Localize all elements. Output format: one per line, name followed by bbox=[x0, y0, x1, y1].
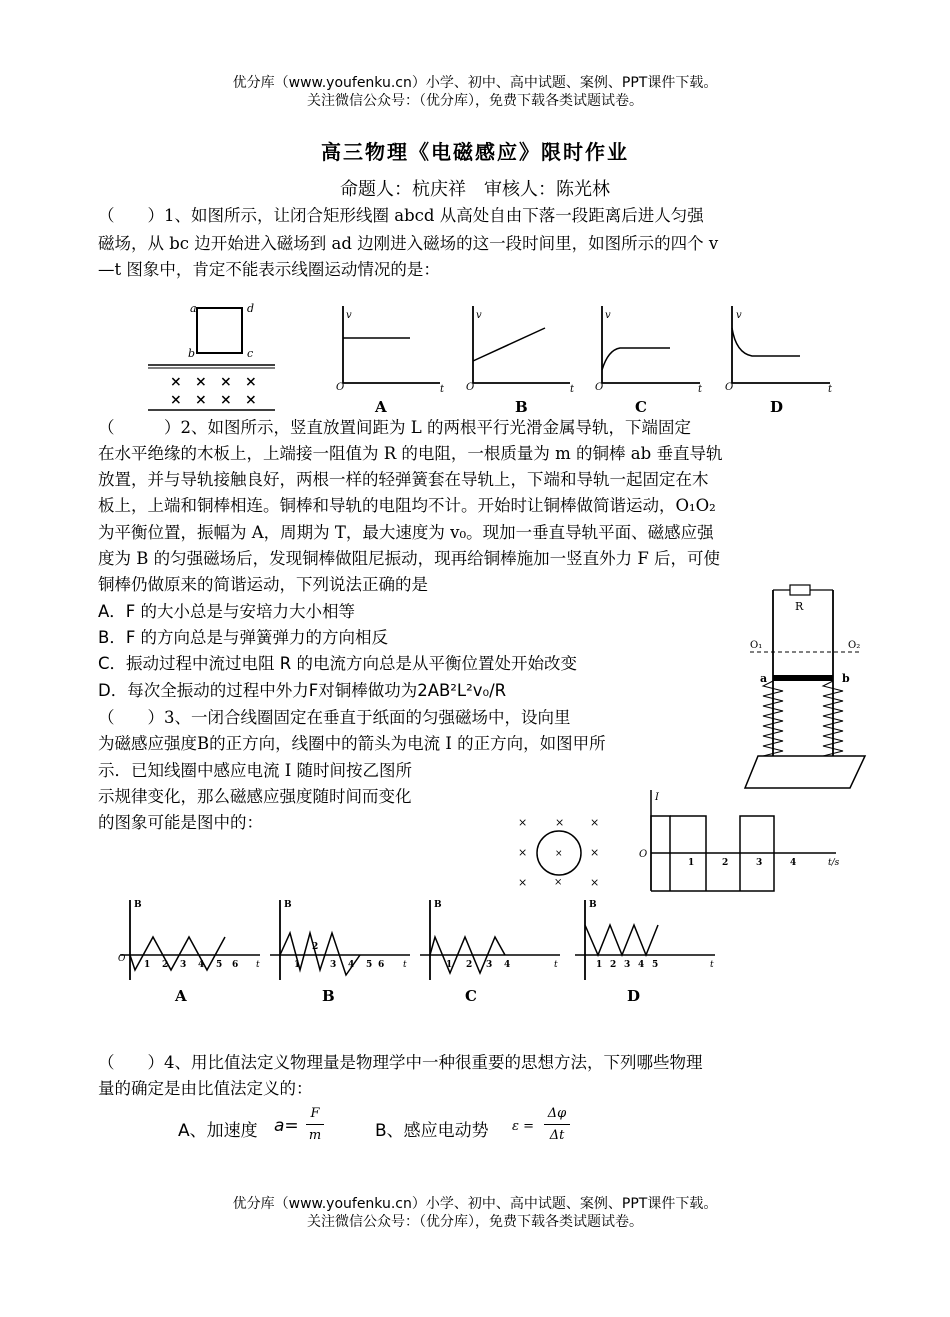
q1-line3: —t 图象中，肯定不能表示线圈运动情况的是： bbox=[98, 260, 440, 279]
vt-graph-a bbox=[336, 306, 445, 416]
q2-line6: 度为 B 的匀强磁场后，发现铜棒做阻尼振动，现再给铜棒施加一竖直外力 F 后，可使 bbox=[98, 549, 721, 568]
svg-text:1: 1 bbox=[688, 858, 695, 868]
svg-text:B: B bbox=[322, 987, 335, 1005]
svg-text:3: 3 bbox=[624, 960, 631, 970]
svg-text:×: × bbox=[590, 816, 600, 829]
q2-option-a: A．F 的大小总是与安培力大小相等 bbox=[98, 602, 356, 621]
svg-text:2: 2 bbox=[312, 942, 319, 952]
resistor bbox=[790, 585, 810, 595]
wood-board bbox=[745, 756, 865, 788]
svg-text:4: 4 bbox=[504, 960, 511, 970]
svg-text:C: C bbox=[635, 398, 647, 416]
svg-text:v: v bbox=[605, 310, 611, 321]
svg-text:O: O bbox=[639, 849, 648, 860]
svg-text:B: B bbox=[284, 900, 292, 910]
svg-text:B: B bbox=[134, 900, 142, 910]
svg-text:t: t bbox=[710, 960, 714, 970]
svg-text:2: 2 bbox=[162, 960, 169, 970]
q3-line3: 示．已知线圈中感应电流 I 随时间按乙图所 bbox=[98, 761, 413, 780]
svg-text:O: O bbox=[118, 954, 126, 964]
b-graph-a bbox=[118, 900, 260, 1005]
q3-current-graph bbox=[636, 785, 851, 897]
vt-graph-b bbox=[466, 306, 575, 416]
svg-text:×: × bbox=[590, 846, 600, 859]
svg-text:D: D bbox=[770, 398, 784, 416]
svg-text:×: × bbox=[518, 816, 528, 829]
svg-text:×: × bbox=[554, 877, 563, 888]
vt-graph-c bbox=[595, 306, 703, 416]
svg-text:1: 1 bbox=[446, 960, 453, 970]
svg-text:b: b bbox=[842, 672, 850, 685]
q2-line4: 板上，上端和铜棒相连。铜棒和导轨的电阻均不计。开始时让铜棒做简谐运动，O₁O₂ bbox=[98, 496, 716, 515]
svg-text:×: × bbox=[518, 876, 528, 889]
svg-text:6: 6 bbox=[232, 960, 239, 970]
q1-line2: 磁场，从 bc 边开始进入磁场到 ad 边刚进入磁场的这一段时间里，如图所示的四个 v bbox=[98, 234, 719, 253]
svg-text:I: I bbox=[655, 792, 659, 803]
svg-text:v: v bbox=[346, 310, 352, 321]
svg-text:O: O bbox=[466, 382, 475, 393]
q3-line1: （ ）3、一闭合线圈固定在垂直于纸面的匀强磁场中，设向里 bbox=[98, 708, 571, 727]
svg-text:×: × bbox=[220, 374, 232, 390]
svg-text:4: 4 bbox=[790, 858, 797, 868]
b-graph-b bbox=[270, 900, 410, 1005]
q2-option-d: D．每次全振动的过程中外力F对铜棒做功为2AB²L²v₀/R bbox=[98, 681, 507, 700]
svg-text:×: × bbox=[245, 374, 257, 390]
svg-text:O: O bbox=[336, 382, 345, 393]
svg-text:1: 1 bbox=[294, 960, 301, 970]
svg-text:×: × bbox=[590, 876, 600, 889]
b-graph-d bbox=[575, 900, 715, 1005]
vt-graph-d bbox=[725, 306, 833, 416]
q1-line1: （ ）1、如图所示，让闭合矩形线圈 abcd 从高处自由下落一段距离后进人匀强 bbox=[98, 206, 704, 225]
svg-text:t: t bbox=[828, 384, 833, 395]
svg-text:A: A bbox=[175, 987, 187, 1005]
svg-text:R: R bbox=[795, 600, 804, 613]
coil-rect bbox=[197, 308, 242, 353]
svg-text:O₁: O₁ bbox=[750, 640, 763, 651]
authors-line: 命题人：杭庆祥 审核人：陈光林 bbox=[340, 179, 610, 200]
q2-option-b: B．F 的方向总是与弹簧弹力的方向相反 bbox=[98, 628, 389, 647]
svg-text:5: 5 bbox=[366, 960, 373, 970]
q3-line5: 的图象可能是图中的： bbox=[98, 813, 263, 832]
svg-text:×: × bbox=[555, 816, 565, 829]
svg-text:3: 3 bbox=[756, 858, 763, 868]
svg-text:O₂: O₂ bbox=[848, 640, 861, 651]
svg-text:t: t bbox=[570, 384, 575, 395]
q3-b-graphs bbox=[110, 895, 730, 1007]
field-crosses bbox=[170, 374, 257, 408]
svg-text:d: d bbox=[247, 302, 255, 315]
svg-text:O: O bbox=[595, 382, 604, 393]
svg-text:v: v bbox=[476, 310, 482, 321]
svg-text:×: × bbox=[170, 374, 182, 390]
page-title: 高三物理《电磁感应》限时作业 bbox=[321, 140, 629, 164]
page-footer-line1: 优分库（www.youfenku.cn）小学、初中、高中试题、案例、PPT课件下载。 bbox=[232, 1196, 718, 1212]
svg-text:×: × bbox=[555, 849, 563, 859]
svg-text:O: O bbox=[725, 382, 734, 393]
q2-rail-figure bbox=[740, 580, 870, 795]
svg-text:2: 2 bbox=[722, 858, 729, 868]
svg-text:a: a bbox=[760, 672, 768, 685]
svg-text:×: × bbox=[195, 392, 207, 408]
q2-line7: 铜棒仍做原来的简谐运动，下列说法正确的是 bbox=[98, 575, 428, 594]
svg-text:t: t bbox=[554, 960, 558, 970]
svg-text:5: 5 bbox=[652, 960, 659, 970]
svg-text:D: D bbox=[627, 987, 641, 1005]
q2-line5: 为平衡位置，振幅为 A，周期为 T，最大速度为 v₀。现加一垂直导轨平面、磁感应强 bbox=[98, 523, 714, 542]
svg-text:b: b bbox=[188, 347, 196, 360]
svg-text:C: C bbox=[465, 987, 477, 1005]
svg-text:1: 1 bbox=[144, 960, 151, 970]
q2-line1: （ ）2、如图所示，竖直放置间距为 L 的两根平行光滑金属导轨，下端固定 bbox=[98, 418, 691, 437]
svg-text:×: × bbox=[170, 392, 182, 408]
svg-text:4: 4 bbox=[638, 960, 645, 970]
q3-line2: 为磁感应强度B的正方向，线圈中的箭头为电流 I 的正方向，如图甲所 bbox=[98, 734, 606, 753]
svg-text:×: × bbox=[195, 374, 207, 390]
svg-text:A: A bbox=[375, 398, 387, 416]
svg-text:B: B bbox=[434, 900, 442, 910]
q1-figure bbox=[140, 298, 860, 422]
svg-text:×: × bbox=[220, 392, 232, 408]
svg-text:5: 5 bbox=[216, 960, 223, 970]
svg-text:4: 4 bbox=[198, 960, 205, 970]
q2-line2: 在水平绝缘的木板上，上端接一阻值为 R 的电阻，一根质量为 m 的铜棒 ab 垂直导轨 bbox=[98, 444, 723, 463]
copper-rod bbox=[773, 675, 833, 681]
page-footer-line2: 关注微信公众号：（优分库），免费下载各类试题试卷。 bbox=[307, 1214, 643, 1230]
svg-text:2: 2 bbox=[610, 960, 617, 970]
svg-text:t: t bbox=[403, 960, 407, 970]
svg-text:B: B bbox=[515, 398, 528, 416]
svg-text:2: 2 bbox=[466, 960, 473, 970]
svg-text:v: v bbox=[736, 310, 742, 321]
svg-text:t: t bbox=[256, 960, 260, 970]
svg-text:4: 4 bbox=[348, 960, 355, 970]
b-graph-c bbox=[420, 900, 560, 1005]
q2-option-c: C．振动过程中流过电阻 R 的电流方向总是从平衡位置处开始改变 bbox=[98, 654, 577, 673]
svg-text:c: c bbox=[247, 347, 254, 360]
svg-text:×: × bbox=[518, 846, 528, 859]
svg-text:t: t bbox=[440, 384, 445, 395]
q3-coil-figure bbox=[510, 808, 605, 893]
page-header-line2: 关注微信公众号：（优分库），免费下载各类试题试卷。 bbox=[307, 93, 643, 109]
svg-text:1: 1 bbox=[596, 960, 603, 970]
svg-text:t: t bbox=[698, 384, 703, 395]
svg-text:6: 6 bbox=[378, 960, 385, 970]
svg-text:3: 3 bbox=[486, 960, 493, 970]
svg-text:3: 3 bbox=[180, 960, 187, 970]
q4-line2: 量的确定是由比值法定义的： bbox=[98, 1079, 313, 1098]
q3-line4: 示规律变化，那么磁感应强度随时间而变化 bbox=[98, 787, 412, 806]
svg-text:a: a bbox=[190, 302, 197, 315]
q4-line1: （ ）4、用比值法定义物理量是物理学中一种很重要的思想方法，下列哪些物理 bbox=[98, 1053, 703, 1072]
svg-text:t/s: t/s bbox=[828, 858, 840, 868]
svg-text:×: × bbox=[245, 392, 257, 408]
svg-text:B: B bbox=[589, 900, 597, 910]
page-header-line1: 优分库（www.youfenku.cn）小学、初中、高中试题、案例、PPT课件下载。 bbox=[232, 75, 718, 91]
q2-line3: 放置，并与导轨接触良好，两根一样的轻弹簧套在导轨上，下端和导轨一起固定在木 bbox=[98, 470, 709, 489]
svg-text:3: 3 bbox=[330, 960, 337, 970]
